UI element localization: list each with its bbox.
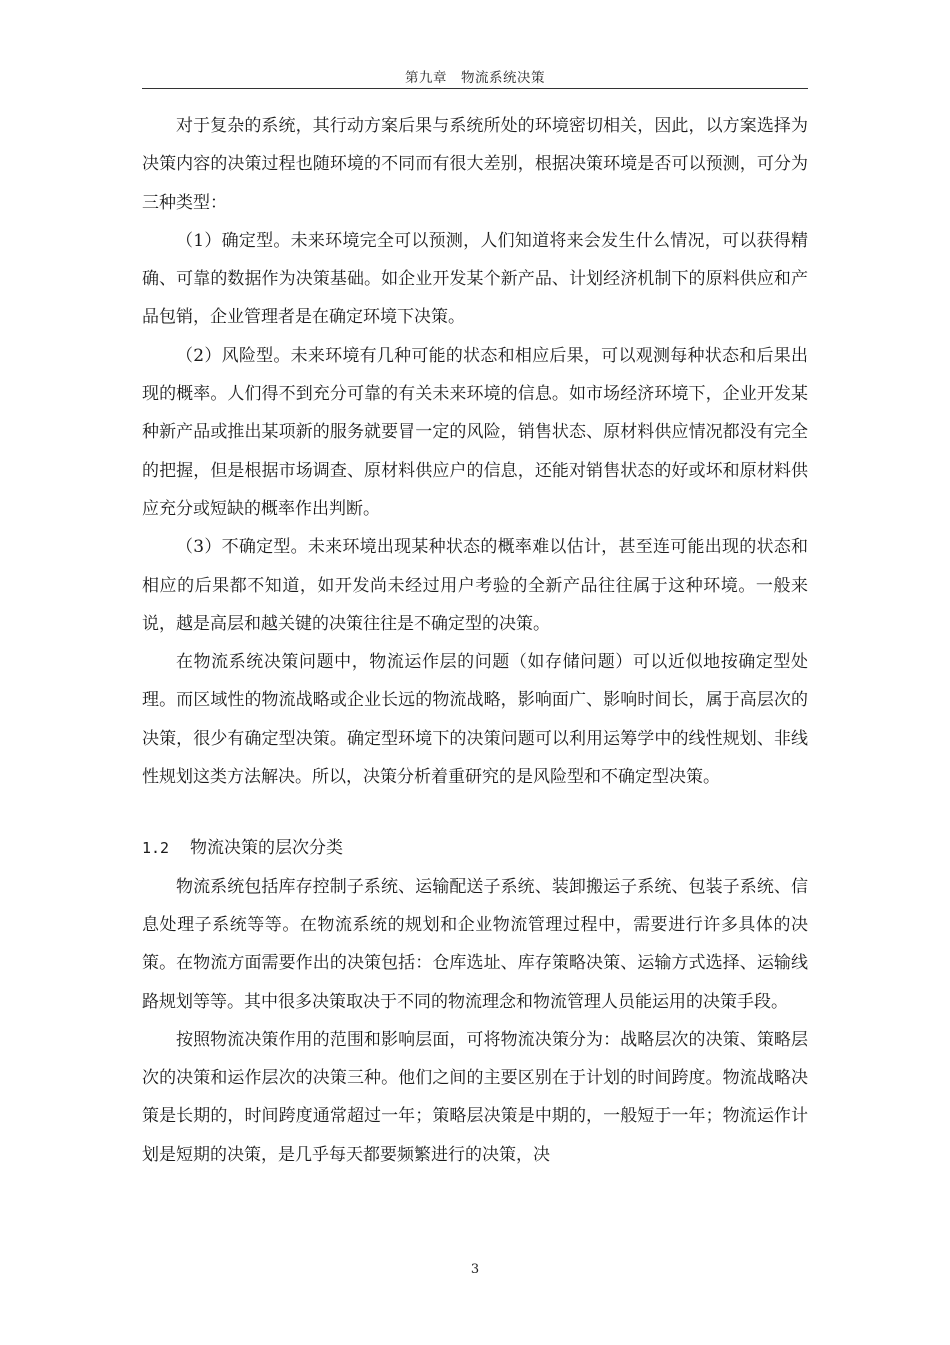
paragraph: 按照物流决策作用的范围和影响层面，可将物流决策分为：战略层次的决策、策略层次的决策和运作层次的决策三种。他们之间的主要区别在于计划的时间跨度。物流战略决策是长期的，时间跨度通常超过一年；策略层决策是中期的，一般短于一年；物流运作计划是短期的决策，是几乎每天都要频繁进行的决策，决 xyxy=(142,1029,808,1165)
header-rule xyxy=(142,88,808,89)
section-title: 物流决策的层次分类 xyxy=(190,838,343,859)
paragraph: （1）确定型。未来环境完全可以预测，人们知道将来会发生什么情况，可以获得精确、可靠的数据作为决策基础。如企业开发某个新产品、计划经济机制下的原料供应和产品包销，企业管理者是在确定环境下决策。 xyxy=(142,230,808,328)
paragraph: 在物流系统决策问题中，物流运作层的问题（如存储问题）可以近似地按确定型处理。而区域性的物流战略或企业长远的物流战略，影响面广、影响时间长，属于高层次的决策，很少有确定型决策。确定型环境下的决策问题可以利用运筹学中的线性规划、非线性规划这类方法解决。所以，决策分析着重研究的是风险型和不确定型决策。 xyxy=(142,652,808,788)
paragraph: （2）风险型。未来环境有几种可能的状态和相应后果，可以观测每种状态和后果出现的概率。人们得不到充分可靠的有关未来环境的信息。如市场经济环境下，企业开发某种新产品或推出某项新的服务就要冒一定的风险，销售状态、原材料供应情况都没有完全的把握，但是根据市场调查、原材料供应户的信息，还能对销售状态的好或坏和原材料供应充分或短缺的概率作出判断。 xyxy=(142,345,808,519)
section-heading xyxy=(142,829,808,867)
section-number: 1.2 xyxy=(142,839,170,858)
body-text xyxy=(142,107,808,1174)
paragraph: 对于复杂的系统，其行动方案后果与系统所处的环境密切相关，因此，以方案选择为决策内容的决策过程也随环境的不同而有很大差别，根据决策环境是否可以预测，可分为三种类型： xyxy=(142,116,808,213)
running-header: 第九章 物流系统决策 xyxy=(405,70,545,86)
page-number: 3 xyxy=(470,1262,480,1277)
paragraph: （3）不确定型。未来环境出现某种状态的概率难以估计，甚至连可能出现的状态和相应的后果都不知道，如开发尚未经过用户考验的全新产品往往属于这种环境。一般来说，越是高层和越关键的决策往往是不确定型的决策。 xyxy=(142,537,808,634)
paragraph: 物流系统包括库存控制子系统、运输配送子系统、装卸搬运子系统、包装子系统、信息处理子系统等等。在物流系统的规划和企业物流管理过程中，需要进行许多具体的决策。在物流方面需要作出的决策包括：仓库选址、库存策略决策、运输方式选择、运输线路规划等等。其中很多决策取决于不同的物流理念和物流管理人员能运用的决策手段。 xyxy=(142,876,808,1012)
